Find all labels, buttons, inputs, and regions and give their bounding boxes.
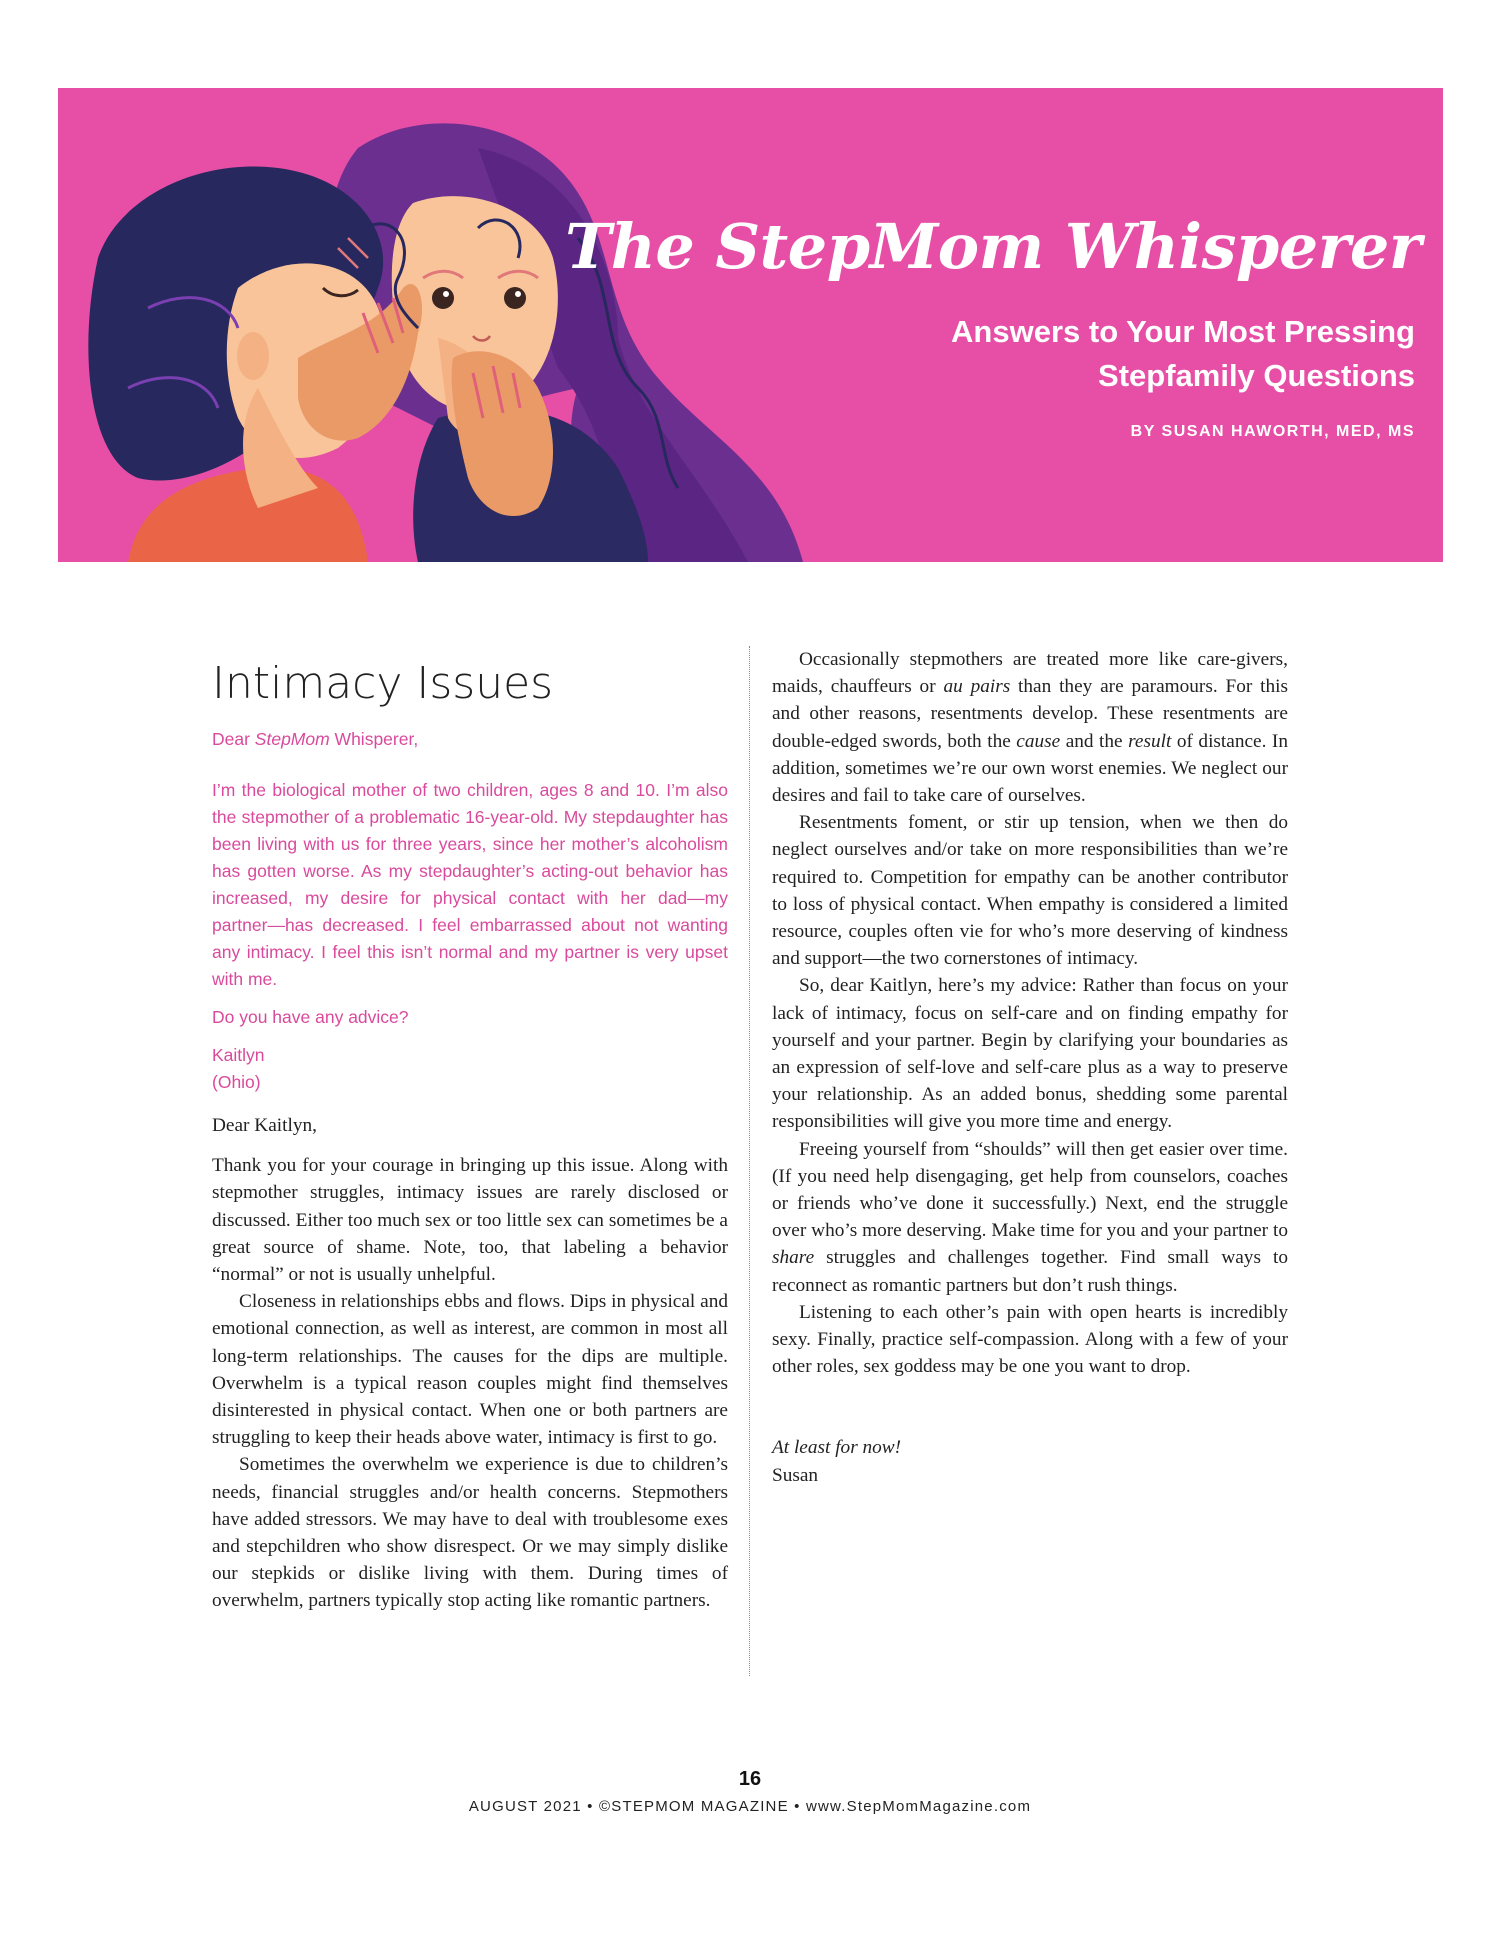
article-column-left <box>212 648 728 1615</box>
article-column-right <box>772 646 1288 1489</box>
article-subtitle <box>951 310 1415 398</box>
reply-paragraph: Freeing yourself from “shoulds” will then get easier over time. (If you need help disengaging, get help from counselors, coaches or friends who’ve done it successfully.) Next, end the struggle over who’s more deserving. Make time for you and your partner to share struggles and challenges together. Find small ways to reconnect as romantic partners but don’t rush things. <box>772 1138 1288 1296</box>
closing-line: At least for now! <box>772 1437 902 1459</box>
column-divider <box>749 646 750 1676</box>
letter-salutation: Dear StepMom Whisperer, <box>212 729 419 749</box>
letter-signature <box>212 1042 728 1096</box>
page-footer: AUGUST 2021 • ©STEPMOM MAGAZINE • www.StepMomMagazine.com <box>468 1798 1032 1815</box>
article-series-title: The StepMom Whisperer <box>565 210 1421 283</box>
page-number: 16 <box>738 1768 762 1790</box>
reply-signoff <box>772 1434 1288 1488</box>
reply-paragraph: Occasionally stepmothers are treated more like care-givers, maids, chauffeurs or au pairs than they are paramours. For this and other reasons, resentments develop. These resentments are double-edged swords, both the cause and the result of distance. In addition, sometimes we’re our own worst enemies. We neglect our desires and fail to take care of ourselves. <box>772 649 1288 807</box>
reply-paragraph: Thank you for your courage in bringing up this issue. Along with stepmother struggles, intimacy issues are rarely disclosed or discussed. Either too much sex or too little sex can sometimes be a great source of shame. Note, too, that labeling a behavior “normal” or not is usually unhelpful. <box>212 1155 728 1286</box>
letter-question: Do you have any advice? <box>212 1007 409 1027</box>
whispering-women-illustration <box>58 88 803 562</box>
subtitle-line-2: Stepfamily Questions <box>1098 358 1415 393</box>
reply-greeting: Dear Kaitlyn, <box>212 1115 317 1136</box>
signature-name: Kaitlyn <box>212 1045 265 1065</box>
author-byline: BY SUSAN HAWORTH, MED, MS <box>1130 423 1415 440</box>
reply-paragraph: So, dear Kaitlyn, here’s my advice: Rather than focus on your lack of intimacy, focus on self-care and on finding empathy for yourself and your partner. Begin by clarifying your boundaries as an expression of self-love and self-care plus as a way to preserve your relationship. As an added bonus, shedding some parental responsibilities will give you more time and energy. <box>772 975 1288 1133</box>
letter-body: I’m the biological mother of two children, ages 8 and 10. I’m also the stepmother of a problematic 16-year-old. My stepdaughter has been living with us for three years, since her mother’s alcoholism has gotten worse. As my stepdaughter’s acting-out behavior has increased, my desire for physical contact with her dad—my partner—has decreased. I feel embarrassed about not wanting any intimacy. I feel this isn’t normal and my partner is very upset with me. <box>212 780 728 989</box>
header-banner <box>58 88 1443 562</box>
signature-location: (Ohio) <box>212 1072 261 1092</box>
reply-paragraph: Sometimes the overwhelm we experience is due to children’s needs, financial struggles and/or health concerns. Stepmothers have added stressors. We may have to deal with troublesome exes and stepchildren who show disrespect. Or we may simply dislike our stepkids or dislike living with them. During times of overwhelm, partners typically stop acting like romantic partners. <box>212 1454 728 1612</box>
subtitle-line-1: Answers to Your Most Pressing <box>951 314 1415 349</box>
reply-paragraph: Resentments foment, or stir up tension, when we then do neglect ourselves and/or take on more responsibilities than we’re required to. Competition for empathy can be another contributor to loss of physical contact. When empathy is considered a limited resource, couples often vie for who’s more deserving of kindness and support—the two cornerstones of intimacy. <box>772 812 1288 970</box>
author-signature: Susan <box>772 1464 819 1486</box>
article-heading: Intimacy Issues <box>212 658 554 709</box>
reader-letter <box>212 726 728 1096</box>
reply-paragraph: Listening to each other’s pain with open hearts is incredibly sexy. Finally, practice self-compassion. Along with a few of your other roles, sex goddess may be one you want to drop. <box>772 1301 1288 1378</box>
reply-paragraph: Closeness in relationships ebbs and flows. Dips in physical and emotional connection, as well as interest, are common in most all long-term relationships. The causes for the dips are multiple. Overwhelm is a typical reason couples might find themselves disinterested in physical contact. When one or both partners are struggling to keep their heads above water, intimacy is first to go. <box>212 1291 728 1449</box>
